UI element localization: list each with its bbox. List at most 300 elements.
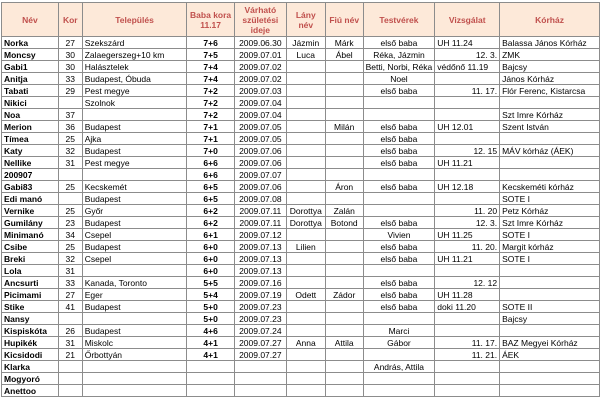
cell-baba-kora[interactable]: [187, 373, 235, 385]
cell-korhaz[interactable]: SOTE I: [500, 229, 600, 241]
cell-lany-nev[interactable]: [286, 193, 325, 205]
cell-baba-kora[interactable]: 6+0: [187, 241, 235, 253]
cell-lany-nev[interactable]: [286, 301, 325, 313]
cell-testverek[interactable]: első baba: [363, 121, 435, 133]
cell-kor[interactable]: 32: [58, 145, 82, 157]
cell-nev[interactable]: Tabati: [2, 85, 59, 97]
cell-telepules[interactable]: Kanada, Toronto: [82, 277, 187, 289]
cell-lany-nev[interactable]: [286, 253, 325, 265]
cell-kor[interactable]: [58, 313, 82, 325]
cell-nev[interactable]: Vernike: [2, 205, 59, 217]
cell-telepules[interactable]: Őrbottyán: [82, 349, 187, 361]
cell-testverek[interactable]: [363, 205, 435, 217]
cell-lany-nev[interactable]: [286, 109, 325, 121]
cell-varhato[interactable]: 2009.07.27: [234, 337, 286, 349]
cell-kor[interactable]: 29: [58, 85, 82, 97]
cell-vizsgalat[interactable]: védőnő 11.19: [435, 61, 500, 73]
cell-fiu-nev[interactable]: [325, 73, 363, 85]
cell-vizsgalat[interactable]: 11. 21.: [435, 349, 500, 361]
cell-korhaz[interactable]: [500, 325, 600, 337]
cell-telepules[interactable]: Zalaegerszeg+10 km: [82, 49, 187, 61]
cell-korhaz[interactable]: [500, 97, 600, 109]
cell-fiu-nev[interactable]: [325, 241, 363, 253]
cell-lany-nev[interactable]: [286, 325, 325, 337]
cell-fiu-nev[interactable]: [325, 145, 363, 157]
header-varhato[interactable]: Várható születési ideje: [234, 3, 286, 37]
cell-nev[interactable]: Gabi1: [2, 61, 59, 73]
cell-testverek[interactable]: Noel: [363, 73, 435, 85]
cell-kor[interactable]: [58, 193, 82, 205]
cell-baba-kora[interactable]: 6+5: [187, 181, 235, 193]
cell-fiu-nev[interactable]: [325, 349, 363, 361]
cell-varhato[interactable]: 2009.07.27: [234, 349, 286, 361]
cell-vizsgalat[interactable]: [435, 313, 500, 325]
cell-fiu-nev[interactable]: Zalán: [325, 205, 363, 217]
cell-lany-nev[interactable]: [286, 73, 325, 85]
cell-kor[interactable]: 25: [58, 205, 82, 217]
cell-kor[interactable]: 26: [58, 325, 82, 337]
cell-fiu-nev[interactable]: Milán: [325, 121, 363, 133]
header-lany-nev[interactable]: Lány név: [286, 3, 325, 37]
cell-varhato[interactable]: 2009.07.06: [234, 157, 286, 169]
cell-nev[interactable]: Nansy: [2, 313, 59, 325]
cell-testverek[interactable]: [363, 373, 435, 385]
cell-kor[interactable]: 23: [58, 217, 82, 229]
cell-vizsgalat[interactable]: UH 11.28: [435, 289, 500, 301]
cell-varhato[interactable]: 2009.07.08: [234, 193, 286, 205]
cell-vizsgalat[interactable]: UH 11.24: [435, 37, 500, 49]
cell-telepules[interactable]: Csepel: [82, 253, 187, 265]
cell-nev[interactable]: Stike: [2, 301, 59, 313]
cell-varhato[interactable]: 2009.07.11: [234, 205, 286, 217]
cell-lany-nev[interactable]: [286, 181, 325, 193]
cell-fiu-nev[interactable]: [325, 169, 363, 181]
cell-korhaz[interactable]: Szent István: [500, 121, 600, 133]
cell-nev[interactable]: Minimanó: [2, 229, 59, 241]
cell-nev[interactable]: Kicsidodi: [2, 349, 59, 361]
cell-vizsgalat[interactable]: UH 11.25: [435, 229, 500, 241]
cell-vizsgalat[interactable]: [435, 361, 500, 373]
cell-korhaz[interactable]: Bajcsy: [500, 313, 600, 325]
cell-korhaz[interactable]: [500, 361, 600, 373]
cell-lany-nev[interactable]: Jázmin: [286, 37, 325, 49]
cell-lany-nev[interactable]: [286, 85, 325, 97]
cell-kor[interactable]: [58, 373, 82, 385]
cell-fiu-nev[interactable]: Attila: [325, 337, 363, 349]
cell-nev[interactable]: Ancsurti: [2, 277, 59, 289]
cell-nev[interactable]: Picimami: [2, 289, 59, 301]
cell-nev[interactable]: Merion: [2, 121, 59, 133]
cell-fiu-nev[interactable]: Márk: [325, 37, 363, 49]
cell-testverek[interactable]: Marci: [363, 325, 435, 337]
cell-lany-nev[interactable]: [286, 373, 325, 385]
cell-testverek[interactable]: első baba: [363, 241, 435, 253]
cell-testverek[interactable]: első baba: [363, 37, 435, 49]
cell-varhato[interactable]: 2009.07.13: [234, 253, 286, 265]
cell-lany-nev[interactable]: [286, 133, 325, 145]
cell-varhato[interactable]: 2009.07.02: [234, 61, 286, 73]
header-kor[interactable]: Kor: [58, 3, 82, 37]
header-fiu-nev[interactable]: Fiú név: [325, 3, 363, 37]
cell-telepules[interactable]: Budapest: [82, 217, 187, 229]
cell-korhaz[interactable]: Bajcsy: [500, 61, 600, 73]
cell-korhaz[interactable]: Balassa János Kórház: [500, 37, 600, 49]
cell-korhaz[interactable]: Szt Imre Kórház: [500, 217, 600, 229]
cell-lany-nev[interactable]: Anna: [286, 337, 325, 349]
cell-testverek[interactable]: első baba: [363, 217, 435, 229]
cell-baba-kora[interactable]: 6+6: [187, 157, 235, 169]
cell-testverek[interactable]: első baba: [363, 181, 435, 193]
cell-kor[interactable]: [58, 361, 82, 373]
cell-vizsgalat[interactable]: 11. 20: [435, 205, 500, 217]
cell-baba-kora[interactable]: 6+1: [187, 229, 235, 241]
cell-kor[interactable]: 31: [58, 265, 82, 277]
cell-vizsgalat[interactable]: [435, 385, 500, 397]
cell-korhaz[interactable]: ZMK: [500, 49, 600, 61]
cell-telepules[interactable]: Pest megye: [82, 157, 187, 169]
cell-nev[interactable]: Breki: [2, 253, 59, 265]
cell-lany-nev[interactable]: Odett: [286, 289, 325, 301]
cell-nev[interactable]: Mogyoró: [2, 373, 59, 385]
cell-vizsgalat[interactable]: doki 11.20: [435, 301, 500, 313]
cell-varhato[interactable]: [234, 373, 286, 385]
cell-baba-kora[interactable]: 6+2: [187, 205, 235, 217]
header-korhaz[interactable]: Kórház: [500, 3, 600, 37]
cell-kor[interactable]: 21: [58, 349, 82, 361]
cell-lany-nev[interactable]: [286, 313, 325, 325]
cell-lany-nev[interactable]: [286, 169, 325, 181]
cell-vizsgalat[interactable]: 12. 12: [435, 277, 500, 289]
cell-telepules[interactable]: Szekszárd: [82, 37, 187, 49]
header-vizsgalat[interactable]: Vizsgálat: [435, 3, 500, 37]
header-baba-kora[interactable]: Baba kora 11.17: [187, 3, 235, 37]
cell-fiu-nev[interactable]: [325, 193, 363, 205]
cell-baba-kora[interactable]: 7+2: [187, 97, 235, 109]
cell-varhato[interactable]: 2009.07.05: [234, 121, 286, 133]
cell-varhato[interactable]: [234, 385, 286, 397]
cell-varhato[interactable]: 2009.06.30: [234, 37, 286, 49]
cell-baba-kora[interactable]: 4+1: [187, 337, 235, 349]
cell-fiu-nev[interactable]: [325, 157, 363, 169]
cell-lany-nev[interactable]: Luca: [286, 49, 325, 61]
cell-nev[interactable]: Gabi83: [2, 181, 59, 193]
cell-vizsgalat[interactable]: [435, 193, 500, 205]
cell-lany-nev[interactable]: Dorottya: [286, 217, 325, 229]
cell-varhato[interactable]: 2009.07.19: [234, 289, 286, 301]
cell-baba-kora[interactable]: 7+1: [187, 133, 235, 145]
header-telepules[interactable]: Település: [82, 3, 187, 37]
cell-telepules[interactable]: Miskolc: [82, 337, 187, 349]
cell-kor[interactable]: [58, 169, 82, 181]
cell-baba-kora[interactable]: 7+4: [187, 61, 235, 73]
cell-korhaz[interactable]: [500, 157, 600, 169]
cell-baba-kora[interactable]: 5+0: [187, 301, 235, 313]
cell-varhato[interactable]: 2009.07.07: [234, 169, 286, 181]
cell-testverek[interactable]: [363, 265, 435, 277]
cell-korhaz[interactable]: János Kórház: [500, 73, 600, 85]
cell-vizsgalat[interactable]: [435, 109, 500, 121]
cell-baba-kora[interactable]: 6+5: [187, 193, 235, 205]
cell-telepules[interactable]: Győr: [82, 205, 187, 217]
cell-varhato[interactable]: 2009.07.13: [234, 265, 286, 277]
cell-kor[interactable]: 32: [58, 253, 82, 265]
cell-korhaz[interactable]: Flór Ferenc, Kistarcsa: [500, 85, 600, 97]
cell-telepules[interactable]: Halásztelek: [82, 61, 187, 73]
cell-baba-kora[interactable]: 6+0: [187, 253, 235, 265]
cell-korhaz[interactable]: Szt Imre Kórház: [500, 109, 600, 121]
cell-varhato[interactable]: 2009.07.11: [234, 217, 286, 229]
cell-korhaz[interactable]: SOTE I: [500, 253, 600, 265]
cell-baba-kora[interactable]: 4+6: [187, 325, 235, 337]
cell-baba-kora[interactable]: 6+6: [187, 169, 235, 181]
cell-lany-nev[interactable]: [286, 97, 325, 109]
cell-fiu-nev[interactable]: [325, 85, 363, 97]
cell-lany-nev[interactable]: [286, 349, 325, 361]
cell-testverek[interactable]: [363, 313, 435, 325]
cell-vizsgalat[interactable]: 12. 3.: [435, 217, 500, 229]
cell-baba-kora[interactable]: 7+0: [187, 145, 235, 157]
cell-varhato[interactable]: 2009.07.02: [234, 73, 286, 85]
cell-testverek[interactable]: [363, 193, 435, 205]
cell-testverek[interactable]: [363, 169, 435, 181]
cell-kor[interactable]: 27: [58, 37, 82, 49]
cell-nev[interactable]: Kispiskóta: [2, 325, 59, 337]
cell-telepules[interactable]: [82, 265, 187, 277]
cell-kor[interactable]: 30: [58, 49, 82, 61]
cell-kor[interactable]: [58, 385, 82, 397]
cell-lany-nev[interactable]: [286, 277, 325, 289]
cell-nev[interactable]: Katy: [2, 145, 59, 157]
cell-nev[interactable]: 200907: [2, 169, 59, 181]
cell-nev[interactable]: Lola: [2, 265, 59, 277]
cell-testverek[interactable]: első baba: [363, 277, 435, 289]
cell-vizsgalat[interactable]: 12. 15: [435, 145, 500, 157]
cell-baba-kora[interactable]: 5+0: [187, 313, 235, 325]
cell-nev[interactable]: Moncsy: [2, 49, 59, 61]
cell-testverek[interactable]: Vivien: [363, 229, 435, 241]
cell-telepules[interactable]: Budapest: [82, 121, 187, 133]
cell-telepules[interactable]: Csepel: [82, 229, 187, 241]
cell-telepules[interactable]: [82, 169, 187, 181]
cell-korhaz[interactable]: [500, 169, 600, 181]
cell-baba-kora[interactable]: 5+5: [187, 277, 235, 289]
header-nev[interactable]: Név: [2, 3, 59, 37]
cell-korhaz[interactable]: [500, 277, 600, 289]
cell-fiu-nev[interactable]: Áron: [325, 181, 363, 193]
cell-testverek[interactable]: Réka, Jázmin: [363, 49, 435, 61]
cell-telepules[interactable]: Eger: [82, 289, 187, 301]
cell-kor[interactable]: 33: [58, 73, 82, 85]
cell-baba-kora[interactable]: 6+0: [187, 265, 235, 277]
cell-kor[interactable]: 34: [58, 229, 82, 241]
cell-telepules[interactable]: Budapest: [82, 325, 187, 337]
cell-nev[interactable]: Klarka: [2, 361, 59, 373]
cell-vizsgalat[interactable]: [435, 97, 500, 109]
cell-telepules[interactable]: [82, 361, 187, 373]
cell-testverek[interactable]: [363, 97, 435, 109]
cell-korhaz[interactable]: MÁV kórház (ÁEK): [500, 145, 600, 157]
cell-fiu-nev[interactable]: [325, 385, 363, 397]
cell-varhato[interactable]: 2009.07.24: [234, 325, 286, 337]
cell-fiu-nev[interactable]: Botond: [325, 217, 363, 229]
cell-fiu-nev[interactable]: Ábel: [325, 49, 363, 61]
cell-telepules[interactable]: Budapest: [82, 301, 187, 313]
cell-korhaz[interactable]: [500, 385, 600, 397]
cell-vizsgalat[interactable]: UH 11.21: [435, 253, 500, 265]
cell-baba-kora[interactable]: 6+2: [187, 217, 235, 229]
cell-vizsgalat[interactable]: 12. 3.: [435, 49, 500, 61]
cell-fiu-nev[interactable]: [325, 109, 363, 121]
cell-telepules[interactable]: [82, 385, 187, 397]
cell-korhaz[interactable]: SOTE I: [500, 193, 600, 205]
cell-testverek[interactable]: [363, 349, 435, 361]
cell-korhaz[interactable]: BAZ Megyei Kórház: [500, 337, 600, 349]
cell-lany-nev[interactable]: [286, 229, 325, 241]
cell-testverek[interactable]: Gábor: [363, 337, 435, 349]
cell-testverek[interactable]: első baba: [363, 253, 435, 265]
cell-fiu-nev[interactable]: [325, 229, 363, 241]
cell-varhato[interactable]: 2009.07.16: [234, 277, 286, 289]
cell-korhaz[interactable]: ÁEK: [500, 349, 600, 361]
cell-fiu-nev[interactable]: [325, 301, 363, 313]
cell-lany-nev[interactable]: [286, 361, 325, 373]
cell-korhaz[interactable]: [500, 133, 600, 145]
cell-telepules[interactable]: [82, 109, 187, 121]
cell-varhato[interactable]: 2009.07.04: [234, 109, 286, 121]
cell-vizsgalat[interactable]: 11. 17.: [435, 337, 500, 349]
cell-varhato[interactable]: 2009.07.01: [234, 49, 286, 61]
cell-testverek[interactable]: első baba: [363, 157, 435, 169]
cell-korhaz[interactable]: [500, 289, 600, 301]
cell-varhato[interactable]: 2009.07.03: [234, 85, 286, 97]
cell-testverek[interactable]: [363, 385, 435, 397]
cell-korhaz[interactable]: [500, 265, 600, 277]
cell-baba-kora[interactable]: 7+2: [187, 109, 235, 121]
cell-telepules[interactable]: Szolnok: [82, 97, 187, 109]
cell-lany-nev[interactable]: [286, 265, 325, 277]
cell-varhato[interactable]: 2009.07.05: [234, 133, 286, 145]
cell-kor[interactable]: 31: [58, 337, 82, 349]
cell-fiu-nev[interactable]: [325, 373, 363, 385]
cell-vizsgalat[interactable]: UH 11.21: [435, 157, 500, 169]
cell-vizsgalat[interactable]: [435, 169, 500, 181]
cell-telepules[interactable]: Budapest: [82, 193, 187, 205]
cell-korhaz[interactable]: Margit kórház: [500, 241, 600, 253]
cell-testverek[interactable]: [363, 109, 435, 121]
cell-baba-kora[interactable]: 7+5: [187, 49, 235, 61]
cell-kor[interactable]: 37: [58, 109, 82, 121]
cell-vizsgalat[interactable]: [435, 265, 500, 277]
cell-vizsgalat[interactable]: UH 12.18: [435, 181, 500, 193]
cell-kor[interactable]: 41: [58, 301, 82, 313]
cell-fiu-nev[interactable]: [325, 325, 363, 337]
cell-fiu-nev[interactable]: [325, 253, 363, 265]
cell-fiu-nev[interactable]: [325, 361, 363, 373]
cell-baba-kora[interactable]: 4+1: [187, 349, 235, 361]
cell-fiu-nev[interactable]: [325, 277, 363, 289]
cell-varhato[interactable]: 2009.07.23: [234, 313, 286, 325]
cell-fiu-nev[interactable]: [325, 133, 363, 145]
cell-telepules[interactable]: Budapest, Óbuda: [82, 73, 187, 85]
cell-testverek[interactable]: András, Attila: [363, 361, 435, 373]
cell-telepules[interactable]: Budapest: [82, 241, 187, 253]
cell-kor[interactable]: 30: [58, 61, 82, 73]
cell-baba-kora[interactable]: 7+4: [187, 73, 235, 85]
cell-lany-nev[interactable]: [286, 157, 325, 169]
cell-testverek[interactable]: első baba: [363, 289, 435, 301]
cell-fiu-nev[interactable]: [325, 97, 363, 109]
cell-fiu-nev[interactable]: [325, 61, 363, 73]
cell-telepules[interactable]: Pest megye: [82, 85, 187, 97]
cell-baba-kora[interactable]: 7+6: [187, 37, 235, 49]
cell-baba-kora[interactable]: 7+1: [187, 121, 235, 133]
cell-varhato[interactable]: 2009.07.06: [234, 181, 286, 193]
cell-vizsgalat[interactable]: [435, 73, 500, 85]
cell-telepules[interactable]: Kecskemét: [82, 181, 187, 193]
cell-lany-nev[interactable]: [286, 385, 325, 397]
cell-kor[interactable]: 36: [58, 121, 82, 133]
cell-kor[interactable]: 25: [58, 133, 82, 145]
cell-kor[interactable]: 33: [58, 277, 82, 289]
cell-nev[interactable]: Edi manó: [2, 193, 59, 205]
cell-telepules[interactable]: [82, 373, 187, 385]
cell-testverek[interactable]: első baba: [363, 145, 435, 157]
cell-nev[interactable]: Noa: [2, 109, 59, 121]
cell-korhaz[interactable]: [500, 373, 600, 385]
cell-varhato[interactable]: [234, 361, 286, 373]
cell-kor[interactable]: [58, 97, 82, 109]
cell-nev[interactable]: Nellike: [2, 157, 59, 169]
cell-telepules[interactable]: Budapest: [82, 145, 187, 157]
cell-lany-nev[interactable]: [286, 121, 325, 133]
cell-nev[interactable]: Tímea: [2, 133, 59, 145]
cell-vizsgalat[interactable]: [435, 373, 500, 385]
cell-fiu-nev[interactable]: [325, 265, 363, 277]
cell-kor[interactable]: 31: [58, 157, 82, 169]
cell-baba-kora[interactable]: [187, 385, 235, 397]
cell-nev[interactable]: Anettoo: [2, 385, 59, 397]
cell-fiu-nev[interactable]: Zádor: [325, 289, 363, 301]
cell-nev[interactable]: Gumilány: [2, 217, 59, 229]
cell-telepules[interactable]: Ajka: [82, 133, 187, 145]
cell-nev[interactable]: Csibe: [2, 241, 59, 253]
cell-varhato[interactable]: 2009.07.12: [234, 229, 286, 241]
cell-testverek[interactable]: első baba: [363, 133, 435, 145]
cell-testverek[interactable]: első baba: [363, 85, 435, 97]
cell-nev[interactable]: Hupikék: [2, 337, 59, 349]
cell-baba-kora[interactable]: 7+2: [187, 85, 235, 97]
cell-vizsgalat[interactable]: 11. 20.: [435, 241, 500, 253]
cell-lany-nev[interactable]: [286, 61, 325, 73]
cell-vizsgalat[interactable]: UH 12.01: [435, 121, 500, 133]
header-testverek[interactable]: Testvérek: [363, 3, 435, 37]
cell-kor[interactable]: 27: [58, 289, 82, 301]
cell-nev[interactable]: Norka: [2, 37, 59, 49]
cell-korhaz[interactable]: SOTE II: [500, 301, 600, 313]
cell-nev[interactable]: Anitja: [2, 73, 59, 85]
cell-varhato[interactable]: 2009.07.23: [234, 301, 286, 313]
cell-lany-nev[interactable]: [286, 145, 325, 157]
cell-varhato[interactable]: 2009.07.13: [234, 241, 286, 253]
cell-kor[interactable]: 25: [58, 181, 82, 193]
cell-baba-kora[interactable]: 5+4: [187, 289, 235, 301]
cell-korhaz[interactable]: Petz Kórház: [500, 205, 600, 217]
cell-vizsgalat[interactable]: [435, 325, 500, 337]
cell-korhaz[interactable]: Kecskeméti kórház: [500, 181, 600, 193]
cell-lany-nev[interactable]: Dorottya: [286, 205, 325, 217]
cell-vizsgalat[interactable]: 11. 17.: [435, 85, 500, 97]
cell-baba-kora[interactable]: [187, 361, 235, 373]
